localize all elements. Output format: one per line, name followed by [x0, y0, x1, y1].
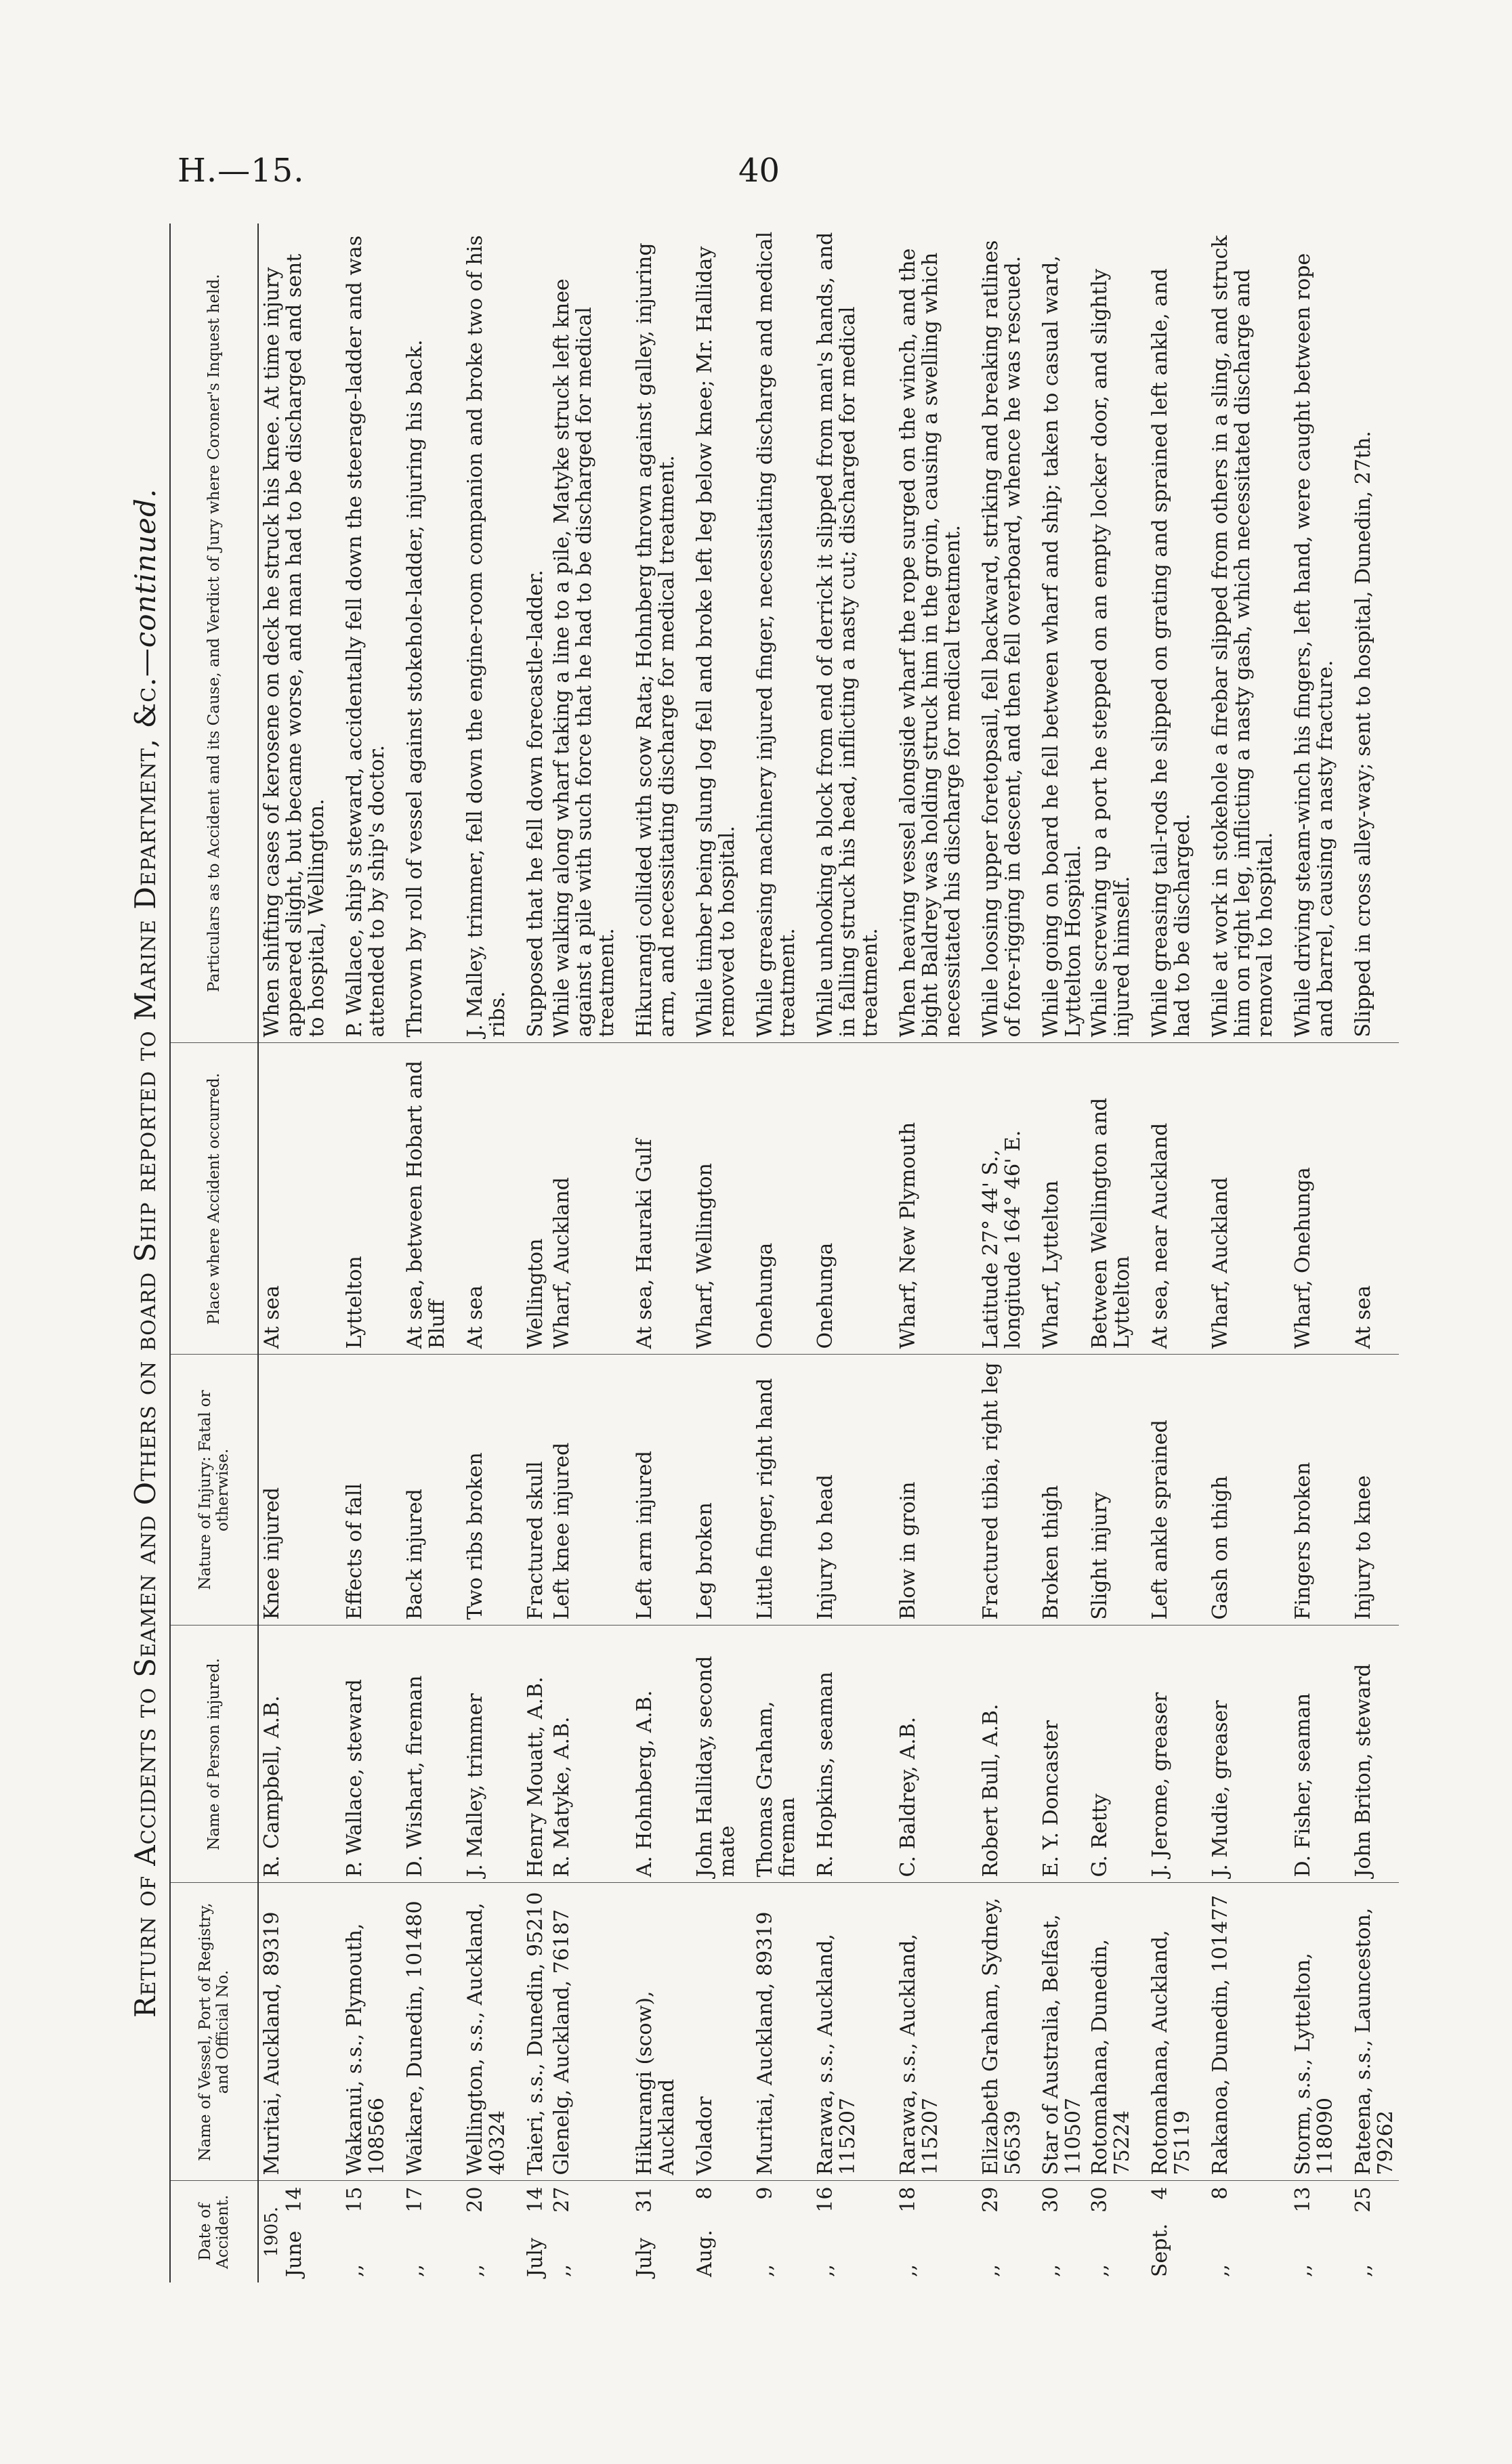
cell-date: [740, 2181, 801, 2282]
cell-day: 4: [1148, 2186, 1172, 2200]
cell-day: 17: [403, 2186, 427, 2213]
cell-date-parts: [633, 2187, 656, 2278]
cell-month: July: [633, 2238, 656, 2277]
cell-date-parts: [524, 2187, 547, 2278]
cell-day: 8: [693, 2186, 717, 2200]
cell-date-parts: [897, 2187, 919, 2278]
cell-injury: Fingers broken: [1278, 1355, 1339, 1626]
cell-date: [450, 2181, 511, 2282]
cell-day: 18: [896, 2186, 920, 2213]
cell-date-parts: [1149, 2187, 1171, 2278]
cell-year: 1905.: [261, 2207, 282, 2257]
table-title-main: Return of Accidents to Seamen and Others on board Ship reported to Marine Department, &c.—: [129, 647, 162, 2018]
cell-date: [330, 2181, 390, 2282]
cell-place: Wharf, New Plymouth: [883, 1043, 966, 1355]
cell-particulars: While driving steam-winch his fingers, left hand, were caught between rope and barrel, causing a nasty fracture.: [1278, 224, 1339, 1043]
table-row: [801, 224, 883, 2282]
table-title: [122, 224, 169, 2282]
cell-date: [1026, 2181, 1087, 2282]
cell-day: 30: [1088, 2186, 1112, 2213]
table-row: [1135, 224, 1196, 2282]
table-row: [1196, 224, 1278, 2282]
cell-particulars: When shifting cases of kerosene on deck he struck his knee. At time injury appeared slight, but became worse, and man had to be discharged and sent to hospital, Wellington.: [258, 224, 330, 1043]
cell-place: At sea: [450, 1043, 511, 1355]
cell-month: ,,: [1039, 2264, 1063, 2277]
page-ref: H.—15.: [177, 152, 305, 190]
header-injury: Nature of Injury: Fatal or otherwise.: [170, 1355, 258, 1626]
cell-vessel: Rarawa, s.s., Auckland, 115207: [801, 1883, 883, 2181]
cell-month: July: [524, 2238, 547, 2277]
cell-vessel: Storm, s.s., Lyttelton, 118090: [1278, 1883, 1339, 2181]
cell-month: ,,: [1351, 2264, 1375, 2277]
cell-vessel: Elizabeth Graham, Sydney, 56539: [966, 1883, 1026, 2181]
cell-person: G. Retty: [1087, 1626, 1135, 1883]
cell-place: At sea, between Hobart and Bluff: [390, 1043, 450, 1355]
cell-month: ,,: [896, 2264, 920, 2277]
cell-date-parts: [1209, 2187, 1232, 2278]
table-row: [620, 224, 680, 2282]
accidents-table: [169, 224, 1399, 2282]
cell-day: 8: [1209, 2186, 1232, 2200]
cell-vessel: Volador: [680, 1883, 740, 2181]
cell-particulars: P. Wallace, ship's steward, accidentally fell down the steerage-ladder and was attended to by ship's doctor.: [330, 224, 390, 1043]
cell-person: A. Hohnberg, A.B.: [620, 1626, 680, 1883]
cell-injury: Effects of fall: [330, 1355, 390, 1626]
cell-injury: Back injured: [390, 1355, 450, 1626]
cell-month: ,,: [343, 2264, 366, 2277]
cell-place: Wellington: [511, 1043, 549, 1355]
cell-vessel: Waikare, Dunedin, 101480: [390, 1883, 450, 2181]
cell-person: E. Y. Doncaster: [1026, 1626, 1087, 1883]
table-row: [511, 224, 549, 2282]
cell-injury: Injury to head: [801, 1355, 883, 1626]
cell-month: ,,: [1291, 2264, 1315, 2277]
cell-person: J. Jerome, greaser: [1135, 1626, 1196, 1883]
table-row: [1026, 224, 1087, 2282]
cell-place: At sea, near Auckland: [1135, 1043, 1196, 1355]
cell-place: Wharf, Lyttelton: [1026, 1043, 1087, 1355]
cell-vessel: Star of Australia, Belfast, 110507: [1026, 1883, 1087, 2181]
cell-month: ,,: [1209, 2264, 1232, 2277]
cell-person: R. Hopkins, seaman: [801, 1626, 883, 1883]
cell-particulars: J. Malley, trimmer, fell down the engine-room companion and broke two of his ribs.: [450, 224, 511, 1043]
cell-vessel: Pateena, s.s., Launceston, 79262: [1339, 1883, 1399, 2181]
cell-person: R. Matyke, A.B.: [549, 1626, 620, 1883]
cell-date: [1196, 2181, 1278, 2282]
cell-particulars: While going on board he fell between wharf and ship; taken to casual ward, Lyttelton Hospital.: [1026, 224, 1087, 1043]
cell-particulars: While screwing up a port he stepped on an empty locker door, and slightly injured himself.: [1087, 224, 1135, 1043]
cell-date: [258, 2181, 330, 2282]
cell-particulars: While unhooking a block from end of derrick it slipped from man's hands, and in falling struck his head, inflicting a nasty cut; discharged for medical treatment.: [801, 224, 883, 1043]
cell-person: Thomas Graham, fireman: [740, 1626, 801, 1883]
table-body: [258, 224, 1399, 2282]
table-row: [258, 224, 330, 2282]
cell-date: [1339, 2181, 1399, 2282]
table-row: [966, 224, 1026, 2282]
cell-person: Robert Bull, A.B.: [966, 1626, 1026, 1883]
cell-day: 15: [343, 2186, 366, 2213]
cell-month: June: [282, 2230, 306, 2277]
cell-particulars: While greasing machinery injured finger, necessitating discharge and medical treatment.: [740, 224, 801, 1043]
cell-date-parts: [404, 2187, 426, 2278]
cell-place: Wharf, Auckland: [1196, 1043, 1278, 1355]
cell-particulars: While at work in stokehole a firebar slipped from others in a sling, and struck him on right leg, inflicting a nasty gash, which necessitated discharge and removal to hospital.: [1196, 224, 1278, 1043]
cell-injury: Injury to knee: [1339, 1355, 1399, 1626]
cell-person: Henry Mouatt, A.B.: [511, 1626, 549, 1883]
cell-particulars: While walking along wharf taking a line to a pile, Matyke struck left knee against a pile with such force that he had to be discharged for medical treatment.: [549, 224, 620, 1043]
cell-injury: Left arm injured: [620, 1355, 680, 1626]
cell-place: Between Wellington and Lyttelton: [1087, 1043, 1135, 1355]
cell-particulars: Supposed that he fell down forecastle-ladder.: [511, 224, 549, 1043]
cell-injury: Fractured tibia, right leg: [966, 1355, 1026, 1626]
cell-month: Aug.: [693, 2230, 717, 2277]
cell-month: ,,: [463, 2264, 487, 2277]
cell-vessel: Rarawa, s.s., Auckland, 115207: [883, 1883, 966, 2181]
cell-date: [883, 2181, 966, 2282]
cell-person: C. Baldrey, A.B.: [883, 1626, 966, 1883]
cell-particulars: Hikurangi collided with scow Rata; Hohnberg thrown against galley, injuring arm, and necessitating discharge for medical treatment.: [620, 224, 680, 1043]
cell-day: 30: [1039, 2186, 1063, 2213]
cell-date-parts: [814, 2187, 837, 2278]
cell-date: [549, 2181, 620, 2282]
table-row: [390, 224, 450, 2282]
cell-vessel: Hikurangi (scow), Auckland: [620, 1883, 680, 2181]
cell-person: R. Campbell, A.B.: [258, 1626, 330, 1883]
cell-place: At sea, Hauraki Gulf: [620, 1043, 680, 1355]
cell-day: 9: [753, 2186, 777, 2200]
cell-injury: Knee injured: [258, 1355, 330, 1626]
table-row: [450, 224, 511, 2282]
cell-vessel: Muritai, Auckland, 89319: [258, 1883, 330, 2181]
cell-month: Sept.: [1148, 2223, 1172, 2277]
cell-injury: Broken thigh: [1026, 1355, 1087, 1626]
cell-person: J. Malley, trimmer: [450, 1626, 511, 1883]
cell-injury: Two ribs broken: [450, 1355, 511, 1626]
cell-vessel: Muritai, Auckland, 89319: [740, 1883, 801, 2181]
table-row: [680, 224, 740, 2282]
rotated-table-block: [122, 224, 1398, 2282]
cell-person: D. Wishart, fireman: [390, 1626, 450, 1883]
cell-date-parts: [464, 2187, 486, 2278]
cell-injury: Blow in groin: [883, 1355, 966, 1626]
cell-particulars: While greasing tail-rods he slipped on grating and sprained left ankle, and had to be discharged.: [1135, 224, 1196, 1043]
cell-place: At sea: [258, 1043, 330, 1355]
cell-person: P. Wallace, steward: [330, 1626, 390, 1883]
cell-date-parts: [283, 2187, 306, 2278]
cell-injury: Slight injury: [1087, 1355, 1135, 1626]
table-row: [549, 224, 620, 2282]
cell-date: [620, 2181, 680, 2282]
cell-injury: Left ankle sprained: [1135, 1355, 1196, 1626]
cell-month: ,,: [403, 2264, 427, 2277]
cell-place: Wharf, Auckland: [549, 1043, 620, 1355]
cell-injury: Left knee injured: [549, 1355, 620, 1626]
cell-person: J. Mudie, greaser: [1196, 1626, 1278, 1883]
cell-date: [1135, 2181, 1196, 2282]
header-particulars: Particulars as to Accident and its Cause, and Verdict of Jury where Coroner's Inquest held.: [170, 224, 258, 1043]
cell-person: John Briton, steward: [1339, 1626, 1399, 1883]
cell-date-parts: [551, 2187, 573, 2278]
cell-vessel: Taieri, s.s., Dunedin, 95210: [511, 1883, 549, 2181]
cell-date: [966, 2181, 1026, 2282]
cell-date: [390, 2181, 450, 2282]
cell-date-parts: [1352, 2187, 1374, 2278]
cell-vessel: Wellington, s.s., Auckland, 40324: [450, 1883, 511, 2181]
cell-month: ,,: [979, 2264, 1003, 2277]
cell-date: [680, 2181, 740, 2282]
header-place: Place where Accident occurred.: [170, 1043, 258, 1355]
cell-date-parts: [1040, 2187, 1062, 2278]
cell-day: 14: [524, 2186, 547, 2213]
cell-date: [1278, 2181, 1339, 2282]
cell-month: ,,: [753, 2264, 777, 2277]
cell-date: [801, 2181, 883, 2282]
header-person: Name of Person injured.: [170, 1626, 258, 1883]
cell-vessel: Wakanui, s.s., Plymouth, 108566: [330, 1883, 390, 2181]
cell-day: 13: [1291, 2186, 1315, 2213]
cell-vessel: Rotomahana, Auckland, 75119: [1135, 1883, 1196, 2181]
cell-month: ,,: [814, 2264, 837, 2277]
cell-injury: Fractured skull: [511, 1355, 549, 1626]
cell-particulars: Slipped in cross alley-way; sent to hospital, Dunedin, 27th.: [1339, 224, 1399, 1043]
cell-place: Lyttelton: [330, 1043, 390, 1355]
cell-particulars: While loosing upper foretopsail, fell backward, striking and breaking ratlines of fore-rigging in descent, and then fell overboard, whence he was rescued.: [966, 224, 1026, 1043]
cell-date-parts: [694, 2187, 716, 2278]
cell-place: At sea: [1339, 1043, 1399, 1355]
cell-date: [511, 2181, 549, 2282]
cell-vessel: Glenelg, Auckland, 76187: [549, 1883, 620, 2181]
table-row: [883, 224, 966, 2282]
cell-day: 29: [979, 2186, 1003, 2213]
cell-date-parts: [980, 2187, 1002, 2278]
table-row: [330, 224, 390, 2282]
cell-date-parts: [754, 2187, 776, 2278]
cell-date-parts: [1292, 2187, 1314, 2278]
table-row: [1278, 224, 1339, 2282]
cell-place: Latitude 27° 44' S., longitude 164° 46' E.: [966, 1043, 1026, 1355]
cell-day: 25: [1351, 2186, 1375, 2213]
cell-person: John Halliday, second mate: [680, 1626, 740, 1883]
cell-date-parts: [1089, 2187, 1111, 2278]
cell-place: Wharf, Wellington: [680, 1043, 740, 1355]
cell-person: D. Fisher, seaman: [1278, 1626, 1339, 1883]
cell-day: 20: [463, 2186, 487, 2213]
table-title-continued: continued.: [129, 488, 162, 648]
cell-injury: Little finger, right hand: [740, 1355, 801, 1626]
cell-day: 31: [633, 2186, 656, 2213]
header-vessel: Name of Vessel, Port of Registry, and Official No.: [170, 1883, 258, 2181]
cell-vessel: Rakanoa, Dunedin, 101477: [1196, 1883, 1278, 2181]
cell-injury: Gash on thigh: [1196, 1355, 1278, 1626]
header-date: Date of Accident.: [170, 2181, 258, 2282]
table-row: [1087, 224, 1135, 2282]
cell-day: 16: [814, 2186, 837, 2213]
cell-vessel: Rotomahana, Dunedin, 75224: [1087, 1883, 1135, 2181]
cell-month: ,,: [1088, 2264, 1112, 2277]
cell-place: Wharf, Onehunga: [1278, 1043, 1339, 1355]
cell-place: Onehunga: [801, 1043, 883, 1355]
table-row: [740, 224, 801, 2282]
table-row: [1339, 224, 1399, 2282]
cell-month: ,,: [550, 2264, 574, 2277]
cell-day: 27: [550, 2186, 574, 2213]
cell-particulars: When heaving vessel alongside wharf the rope surged on the winch, and the bight Baldrey was holding struck him in the groin, causing a swelling which necessitated his discharge for medical treatment.: [883, 224, 966, 1043]
cell-injury: Leg broken: [680, 1355, 740, 1626]
cell-particulars: While timber being slung log fell and broke left leg below knee; Mr. Halliday removed to hospital.: [680, 224, 740, 1043]
cell-date-parts: [343, 2187, 366, 2278]
cell-day: 14: [282, 2186, 306, 2213]
cell-place: Onehunga: [740, 1043, 801, 1355]
cell-particulars: Thrown by roll of vessel against stokehole-ladder, injuring his back.: [390, 224, 450, 1043]
table-header-row: [170, 224, 258, 2282]
cell-date: [1087, 2181, 1135, 2282]
page-number: 40: [738, 152, 780, 190]
